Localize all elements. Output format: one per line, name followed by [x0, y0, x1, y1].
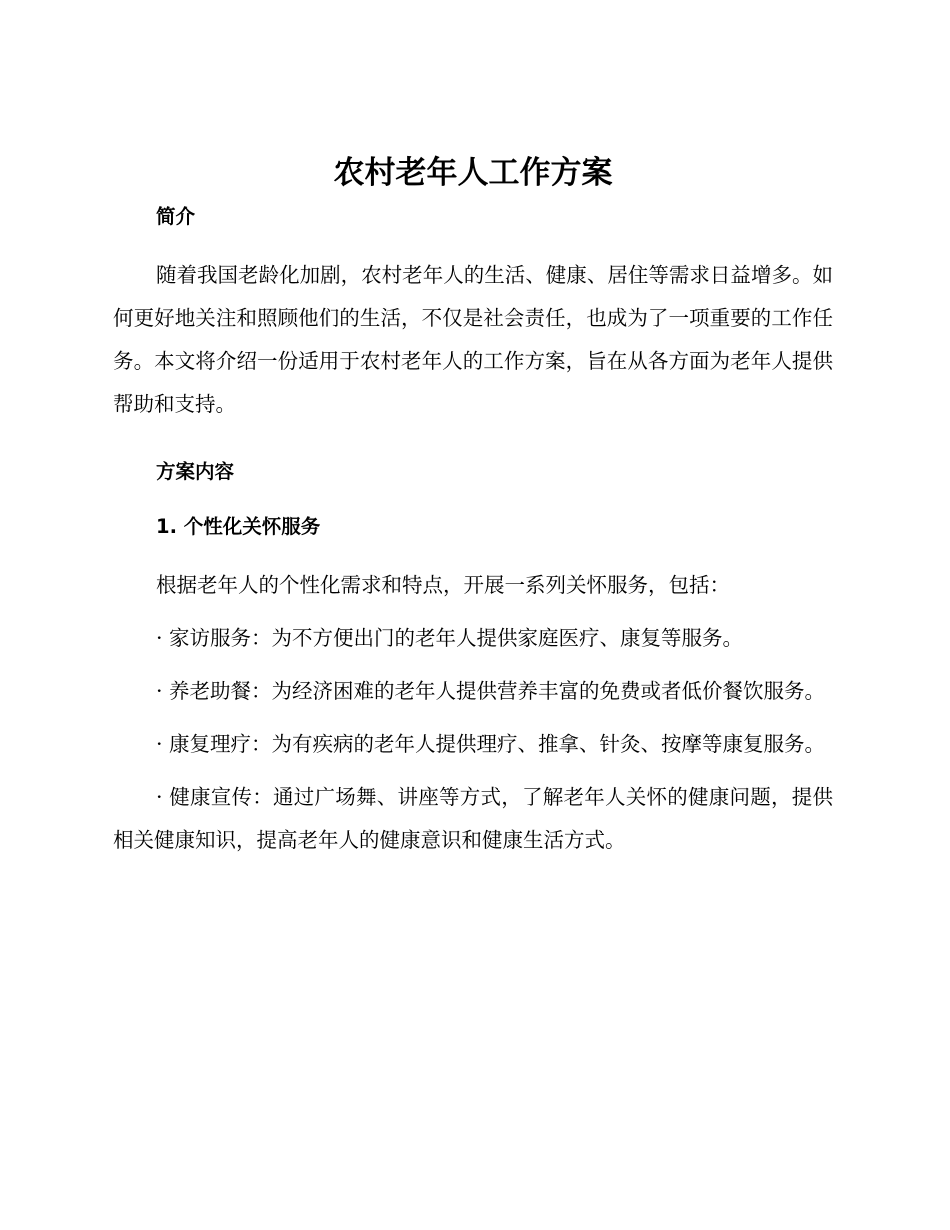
section-1-heading: 1. 个性化关怀服务 [156, 515, 321, 538]
bullet-home-visit: · 家访服务：为不方便出门的老年人提供家庭医疗、康复等服务。 [156, 626, 744, 650]
bullet-meal-assistance: · 养老助餐：为经济困难的老年人提供营养丰富的免费或者低价餐饮服务。 [156, 679, 826, 703]
intro-heading: 简介 [156, 205, 196, 228]
section-1-lead: 根据老年人的个性化需求和特点，开展一系列关怀服务，包括： [156, 573, 730, 597]
document-body [113, 150, 833, 862]
content-heading: 方案内容 [156, 460, 235, 483]
bullet-health-promotion: · 健康宣传：通过广场舞、讲座等方式，了解老年人关怀的健康问题，提供相关健康知识，提高老年人的健康意识和健康生活方式。 [113, 785, 833, 852]
intro-paragraph: 随着我国老龄化加剧，农村老年人的生活、健康、居住等需求日益增多。如何更好地关注和照顾他们的生活，不仅是社会责任，也成为了一项重要的工作任务。本文将介绍一份适用于农村老年人的工作方案，旨在从各方面为老年人提供帮助和支持。 [113, 263, 833, 416]
bullet-rehab-therapy: · 康复理疗：为有疾病的老年人提供理疗、推拿、针灸、按摩等康复服务。 [156, 732, 826, 756]
document-title: 农村老年人工作方案 [333, 155, 613, 191]
